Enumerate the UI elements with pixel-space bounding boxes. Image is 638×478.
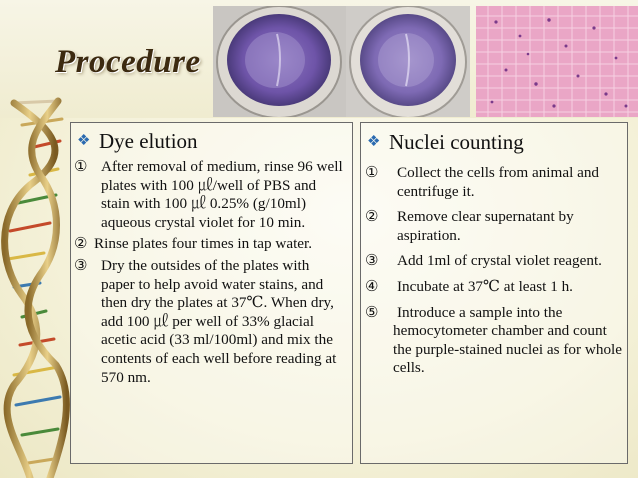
nuclei-counting-heading — [367, 130, 627, 154]
step-number: ② — [365, 208, 379, 226]
step-number: ① — [365, 164, 379, 181]
step-text: After removal of medium, rinse 96 well plates with 100 ㎕/well of PBS and stain with 100 ㎕ 0.25% (g/10ml) aqueous crystal violet for 10 min. — [101, 158, 343, 231]
step-number: ③ — [74, 256, 88, 274]
step-number: ③ — [365, 252, 379, 270]
step-text-continuation: hemocytometer chamber and count the purple-stained nuclei as for whole cells. — [393, 322, 622, 377]
step-number: ④ — [365, 277, 379, 295]
step-text: Dry the outsides of the plates with paper to help avoid water stains, and then dry the plates at 37℃. When dry, add 100 ㎕ per well of 33% glacial acetic acid (33 ml/100ml) and mix the contents of each well before reading at 570 nm. — [101, 256, 337, 386]
step-number: ① — [74, 158, 88, 175]
nuclei-counting-heading-text: Nuclei counting — [389, 130, 524, 154]
crystal-violet-well-photo-2 — [346, 6, 470, 117]
step-text: Introduce a sample into the — [397, 303, 563, 321]
hemocytometer-grid-photo — [476, 6, 638, 117]
step-text: Remove clear supernatant by aspiration. — [397, 208, 574, 244]
list-item — [365, 164, 623, 201]
list-item — [74, 235, 346, 254]
diamond-bullet-icon: ❖ — [77, 133, 91, 149]
list-item — [365, 208, 623, 245]
page-title: Procedure — [55, 44, 201, 80]
step-text: Rinse plates four times in tap water. — [94, 235, 313, 253]
list-item — [365, 252, 623, 271]
nuclei-counting-panel — [360, 122, 628, 464]
step-text: Collect the cells from animal and centrifuge it. — [397, 164, 600, 200]
diamond-bullet-icon: ❖ — [367, 134, 381, 150]
dye-elution-heading — [77, 129, 352, 153]
dye-elution-panel — [70, 122, 353, 464]
step-text: Incubate at 37℃ at least 1 h. — [397, 277, 573, 295]
list-item — [365, 304, 623, 378]
dye-elution-heading-text: Dye elution — [99, 129, 198, 153]
list-item — [365, 278, 623, 297]
step-number: ② — [74, 235, 88, 253]
step-number: ⑤ — [365, 303, 379, 321]
list-item — [74, 158, 346, 232]
step-text-wrapper — [393, 303, 623, 378]
list-item — [74, 257, 346, 387]
crystal-violet-well-photo-1 — [213, 6, 346, 117]
dye-elution-steps — [71, 158, 352, 387]
step-text: Add 1ml of crystal violet reagent. — [397, 252, 602, 270]
nuclei-counting-steps — [361, 164, 627, 378]
